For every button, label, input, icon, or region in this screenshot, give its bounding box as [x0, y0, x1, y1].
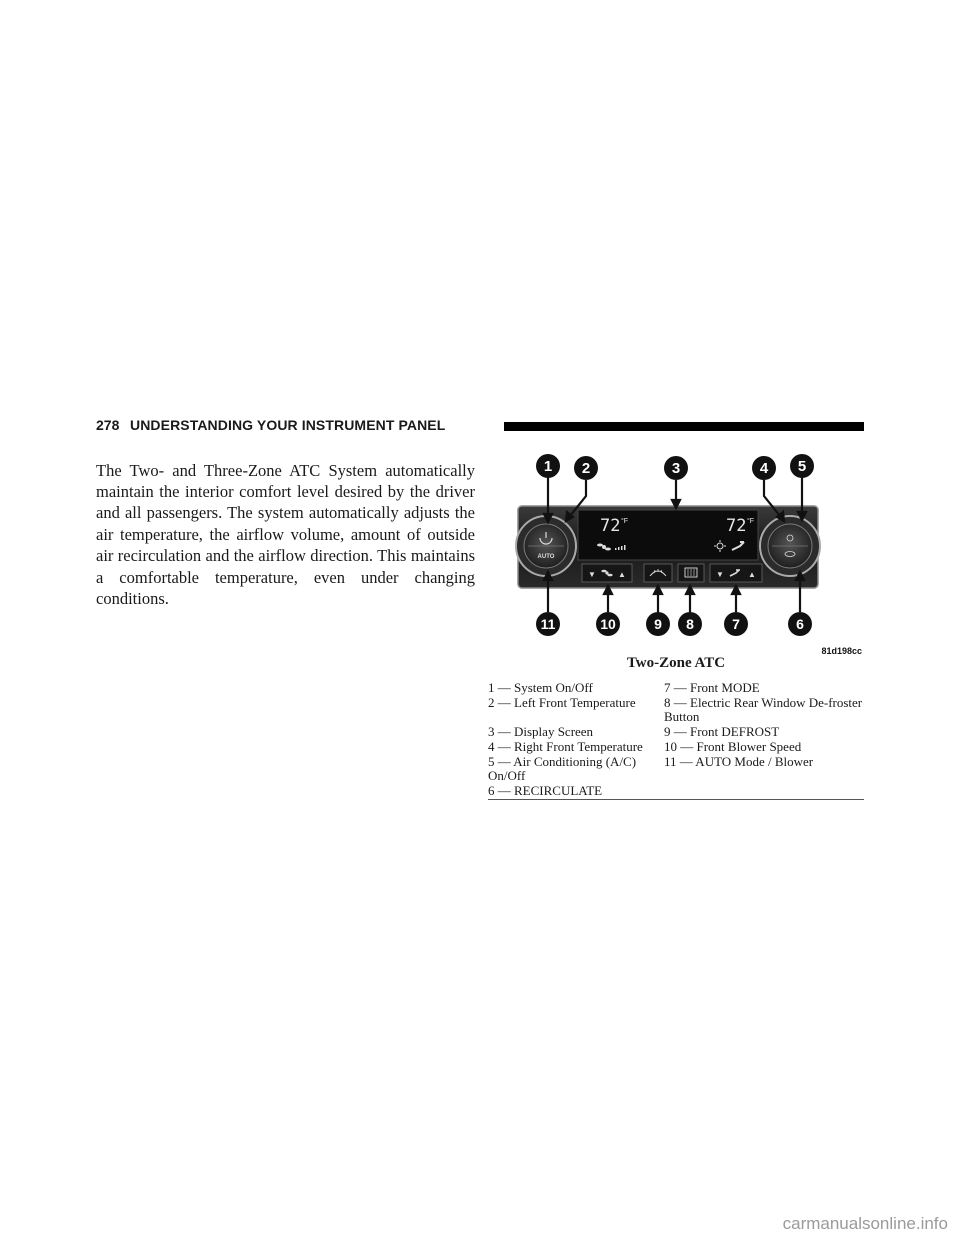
legend-item: 8 — Electric Rear Window De-froster Button — [664, 695, 863, 724]
callout-5-label: 5 — [797, 458, 807, 475]
left-temp-readout: 72 — [600, 516, 621, 536]
legend-row — [488, 740, 864, 754]
left-temp-unit: °F — [621, 518, 629, 525]
legend-item: 11 — AUTO Mode / Blower — [664, 754, 814, 769]
figure-caption: Two-Zone ATC — [626, 655, 726, 671]
figure-legend — [488, 681, 864, 800]
auto-label: AUTO — [537, 554, 555, 560]
blower-up-arrow: ▲ — [618, 570, 626, 579]
callout-9-label: 9 — [654, 616, 662, 632]
legend-bottom-rule — [488, 799, 864, 800]
callout-10-label: 10 — [600, 616, 616, 632]
right-temp-readout: 72 — [726, 516, 747, 536]
page-header — [96, 414, 864, 436]
callout-11-label: 11 — [540, 616, 556, 632]
blower-down-arrow: ▼ — [588, 570, 596, 579]
legend-item: 6 — RECIRCULATE — [488, 783, 603, 798]
page-number: 278 — [96, 417, 120, 433]
legend-row — [488, 681, 864, 695]
callout-1-label: 1 — [543, 458, 553, 475]
legend-item: 9 — Front DEFROST — [664, 724, 780, 739]
intro-paragraph: The Two- and Three-Zone ATC System automatically maintain the interior comfort level desired by the driver and all passengers. The system automatically adjusts the air temperature, the airflow volume, amount of outside air recirculation and the airflow direction. This maintains a comfortable temperature, even under changing conditions. — [96, 460, 475, 608]
callout-4-label: 4 — [759, 460, 769, 477]
legend-item: 10 — Front Blower Speed — [664, 739, 802, 754]
section-title: UNDERSTANDING YOUR INSTRUMENT PANEL — [130, 417, 446, 433]
legend-item: 1 — System On/Off — [488, 680, 593, 695]
atc-figure — [488, 446, 864, 664]
image-code: 81d198cc — [821, 646, 862, 656]
mode-up-arrow: ▲ — [748, 570, 756, 579]
legend-row — [488, 784, 864, 798]
callout-8-label: 8 — [686, 616, 694, 632]
callout-6-label: 6 — [796, 616, 804, 632]
legend-item: 4 — Right Front Temperature — [488, 739, 643, 754]
front-defrost-button — [644, 564, 672, 582]
legend-row — [488, 696, 864, 724]
legend-item: 5 — Air Conditioning (A/C) On/Off — [488, 754, 637, 783]
mode-down-arrow: ▼ — [716, 570, 724, 579]
legend-item: 2 — Left Front Temperature — [488, 695, 636, 710]
legend-row — [488, 725, 864, 739]
site-watermark: carmanualsonline.info — [782, 1214, 948, 1233]
callout-7-label: 7 — [732, 616, 740, 632]
right-temp-unit: °F — [747, 518, 755, 525]
legend-item: 7 — Front MODE — [664, 680, 760, 695]
legend-item — [664, 784, 864, 798]
legend-item: 3 — Display Screen — [488, 724, 594, 739]
legend-row — [488, 755, 864, 783]
callout-2-label: 2 — [581, 460, 591, 477]
header-rule — [504, 422, 864, 431]
callout-3-label: 3 — [671, 460, 681, 477]
atc-panel-illustration — [488, 446, 864, 664]
